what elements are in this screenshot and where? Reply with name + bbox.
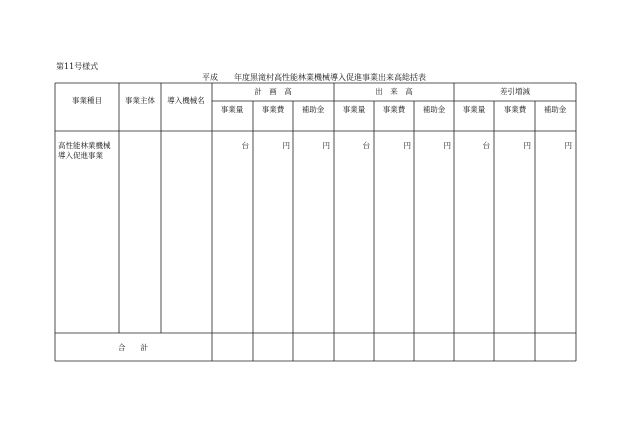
unit-dai: 台	[482, 141, 490, 150]
total-label: 合 計	[118, 343, 148, 352]
row-shumoku-line1: 高性能林業機械	[58, 141, 111, 150]
header-jigyouryou: 事業量	[220, 105, 244, 114]
row-shumoku-line2: 導入促進事業	[58, 151, 103, 160]
header-keikaku-daka: 計 画 高	[254, 87, 292, 96]
unit-en: 円	[403, 141, 411, 150]
header-jigyou-shumoku: 事業種目	[72, 96, 102, 105]
header-dekidaka: 出 来 高	[375, 87, 413, 96]
header-jigyouhi: 事業費	[382, 105, 406, 114]
header-dounyuu-kikaimei: 導入機械名	[167, 96, 205, 105]
header-hojokin: 補助金	[543, 105, 567, 114]
header-sabiki-zougen: 差引増減	[500, 87, 530, 96]
unit-dai: 台	[241, 141, 249, 150]
form-number: 第11号様式	[56, 62, 99, 71]
unit-dai: 台	[362, 141, 370, 150]
header-jigyouryou: 事業量	[462, 105, 486, 114]
unit-en: 円	[564, 141, 572, 150]
unit-en: 円	[443, 141, 451, 150]
document-title: 平成 年度黒滝村高性能林業機械導入促進事業出来高総括表	[202, 73, 426, 82]
header-jigyouhi: 事業費	[261, 105, 285, 114]
unit-en: 円	[322, 141, 330, 150]
header-hojokin: 補助金	[422, 105, 446, 114]
header-jigyouhi: 事業費	[503, 105, 527, 114]
header-jigyou-shutai: 事業主体	[125, 96, 155, 105]
unit-en: 円	[523, 141, 531, 150]
header-hojokin: 補助金	[301, 105, 325, 114]
unit-en: 円	[282, 141, 290, 150]
header-jigyouryou: 事業量	[342, 105, 366, 114]
